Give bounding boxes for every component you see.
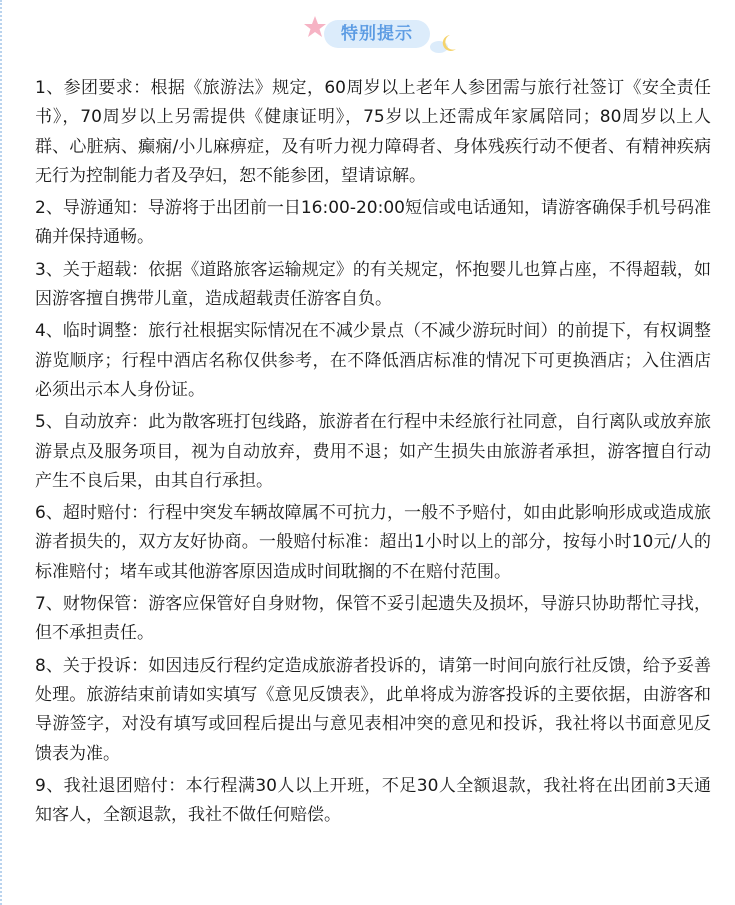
- notice-item-7: 7、财物保管：游客应保管好自身财物，保管不妥引起遗失及损坏，导游只协助帮忙寻找，但不承担责任。: [35, 594, 711, 644]
- notice-list: [35, 74, 711, 833]
- notice-item-6: 6、超时赔付：行程中突发车辆故障属不可抗力，一般不予赔付，如由此影响形成或造成旅游者损失的，双方友好协商。一般赔付标准：超出1小时以上的部分，按每小时10元/人的标准赔付；堵车或其他游客原因造成时间耽搁的不在赔付范围。: [35, 503, 711, 582]
- notice-item-3: 3、关于超载：依据《道路旅客运输规定》的有关规定，怀抱婴儿也算占座，不得超载，如因游客擅自携带儿童，造成超载责任游客自负。: [35, 259, 711, 310]
- moon-cloud-icon: [430, 32, 460, 54]
- notice-item-4: 4、临时调整：旅行社根据实际情况在不减少景点（不减少游玩时间）的前提下，有权调整游览顺序；行程中酒店名称仅供参考，在不降低酒店标准的情况下可更换酒店；入住酒店必须出示本人身份证。: [35, 321, 711, 400]
- notice-item-5: 5、自动放弃：此为散客班打包线路，旅游者在行程中未经旅行社同意，自行离队或放弃旅游景点及服务项目，视为自动放弃，费用不退；如产生损失由旅游者承担，游客擅自行动产生不良后果，由其自行承担。: [35, 412, 711, 491]
- notice-item-2: 2、导游通知：导游将于出团前一日16:00-20:00短信或电话通知，请游客确保手机号码准确并保持通畅。: [35, 198, 711, 248]
- notice-item-1: 1、参团要求：根据《旅游法》规定，60周岁以上老年人参团需与旅行社签订《安全责任书》，70周岁以上另需提供《健康证明》，75岁以上还需成年家属陪同；80周岁以上人群、心脏病、癫痫/小儿麻痹症，及有听力视力障碍者、身体残疾行动不便者、有精神疾病无行为控制能力者及孕妇，恕不能参团，望请谅解。: [35, 78, 711, 186]
- section-title: 特别提示: [341, 24, 413, 44]
- section-header: [2, 14, 735, 54]
- notice-item-8: 8、关于投诉：如因违反行程约定造成旅游者投诉的，请第一时间向旅行社反馈，给予妥善处理。旅游结束前请如实填写《意见反馈表》，此单将成为游客投诉的主要依据，由游客和导游签字，对没有填写或回程后提出与意见表相冲突的意见和投诉，我社将以书面意见反馈表为准。: [35, 655, 711, 764]
- notice-item-9: 9、我社退团赔付：本行程满30人以上开班，不足30人全额退款，我社将在出团前3天通知客人，全额退款，我社不做任何赔偿。: [35, 775, 711, 826]
